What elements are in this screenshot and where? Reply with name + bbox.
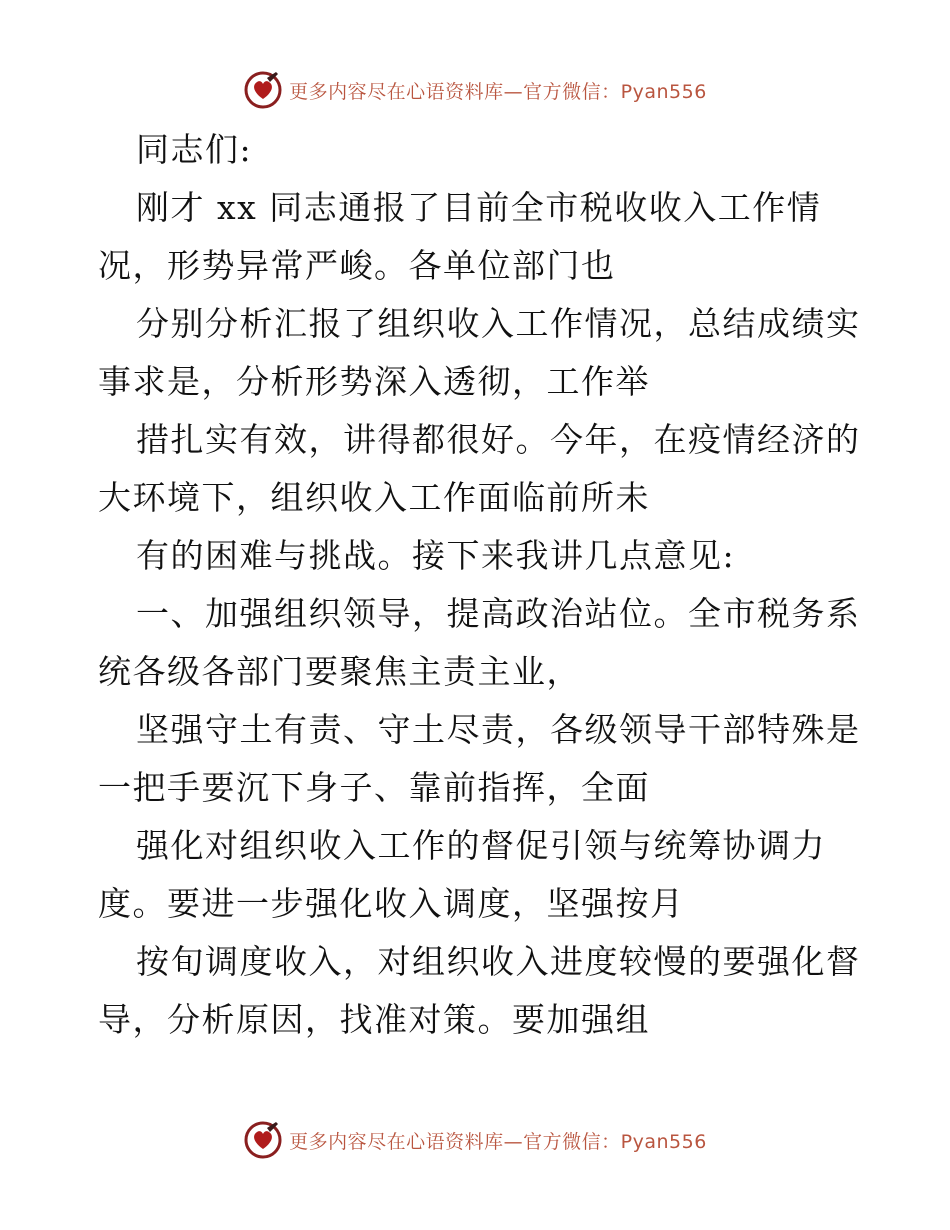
body-line: 按旬调度收入，对组织收入进度较慢的要强化督 <box>136 942 861 981</box>
body-line: 况，形势异常严峻。各单位部门也 <box>98 246 616 285</box>
body-line: 坚强守土有责、守土尽责，各级领导干部特殊是 <box>136 710 861 749</box>
body-line: 一、加强组织领导，提高政治站位。全市税务系 <box>136 594 861 633</box>
document-body <box>98 121 878 1049</box>
body-line: 措扎实有效，讲得都很好。今年，在疫情经济的 <box>136 420 861 459</box>
header-banner <box>0 68 950 112</box>
heart-pen-logo-icon <box>243 1120 283 1160</box>
header-banner-text: 更多内容尽在心语资料库—官方微信：Pyan556 <box>289 80 707 103</box>
footer-banner <box>0 1118 950 1162</box>
body-line: 统各级各部门要聚焦主责主业， <box>98 652 581 691</box>
body-line: 大环境下，组织收入工作面临前所未 <box>98 478 650 517</box>
footer-banner-text: 更多内容尽在心语资料库—官方微信：Pyan556 <box>289 1130 707 1153</box>
body-line: 强化对组织收入工作的督促引领与统筹协调力 <box>136 826 826 865</box>
body-line: 有的困难与挑战。接下来我讲几点意见: <box>136 536 736 575</box>
body-line: 导，分析原因，找准对策。要加强组 <box>98 1000 650 1039</box>
body-line: 事求是，分析形势深入透彻，工作举 <box>98 362 650 401</box>
body-line: 刚才 xx 同志通报了目前全市税收收入工作情 <box>136 188 822 227</box>
body-line: 同志们: <box>136 130 253 169</box>
body-line: 度。要进一步强化收入调度，坚强按月 <box>98 884 685 923</box>
heart-pen-logo-icon <box>243 70 283 110</box>
body-line: 一把手要沉下身子、靠前指挥，全面 <box>98 768 650 807</box>
body-line: 分别分析汇报了组织收入工作情况，总结成绩实 <box>136 304 861 343</box>
